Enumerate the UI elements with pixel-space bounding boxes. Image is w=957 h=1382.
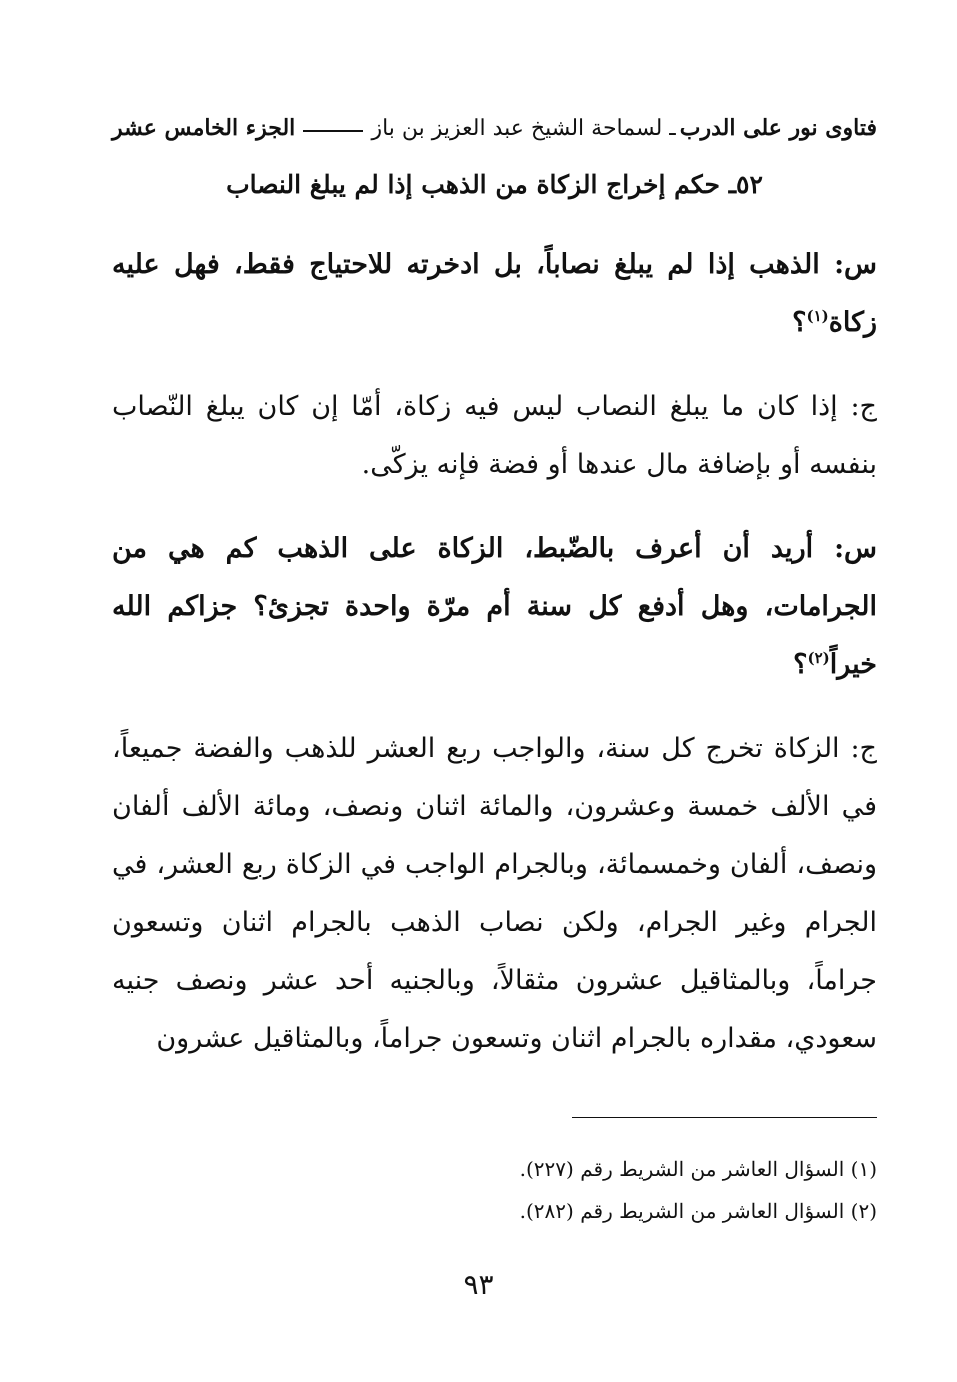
footnotes [112,1148,877,1232]
running-header [112,108,877,148]
volume-part: الجزء الخامس عشر [112,115,296,141]
question-1: س: الذهب إذا لم يبلغ نصاباً، بل ادخرته للاحتياج فقط، فهل عليه زكاة$^{(١)}$؟ [112,249,877,338]
question-2: س: أريد أن أعرف بالضّبط، الزكاة على الذهب كم هي من الجرامات، وهل أدفع كل سنة أم مرّة واحدة تجزئ؟ جزاكم الله خيراً$^{(٢)}$؟ [112,533,877,680]
page-number: ٩٣ [463,1268,494,1301]
footnote-separator [572,1117,877,1118]
header-rule [303,130,363,132]
footnote-2: (٢) السؤال العاشر من الشريط رقم (٢٨٢). [519,1199,877,1223]
section-title: ٥٢ـ حكم إخراج الزكاة من الذهب إذا لم يبلغ النصاب [226,170,763,199]
author-name: ـ لسماحة الشيخ عبد العزيز بن باز [371,115,676,141]
answer-2: ج: الزكاة تخرج كل سنة، والواجب ربع العشر للذهب والفضة جميعاً، في الألف خمسة وعشرون، والمائة اثنان ونصف، ومائة الألف ألفان ونصف، ألفان وخمسمائة، وبالجرام الواجب في الزكاة ربع العشر، في الجرام وغير الجرام، ولكن نصاب الذهب بالجرام اثنان وتسعون جراماً، وبالمثاقيل عشرون مثقالاً، وبالجنيه أحد عشر ونصف جنيه سعودي، مقداره بالجرام اثنان وتسعون جراماً، وبالمثاقيل عشرون [112,733,877,1054]
book-title: فتاوى نور على الدرب [679,115,877,141]
footnote-ref-2: (٢) [807,649,830,667]
footnote-ref-1: (١) [806,307,829,325]
body-text [112,236,877,1094]
footnote-1: (١) السؤال العاشر من الشريط رقم (٢٢٧). [519,1157,877,1181]
answer-1: ج: إذا كان ما يبلغ النصاب ليس فيه زكاة، أمّا إن كان يبلغ النّصاب بنفسه أو بإضافة مال عندها أو فضة فإنه يزكّى. [112,391,877,480]
